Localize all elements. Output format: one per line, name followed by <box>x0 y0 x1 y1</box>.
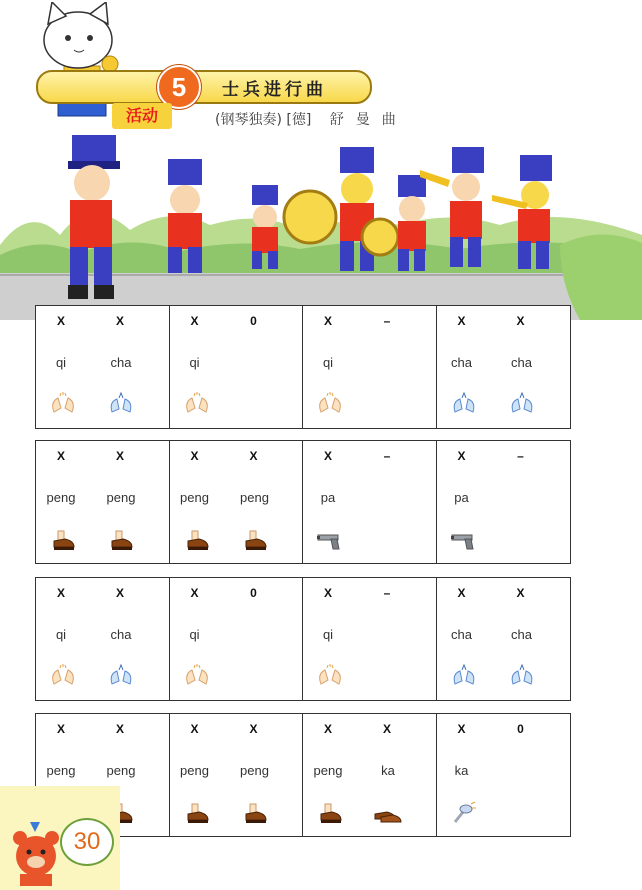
clap-hands-icon <box>315 392 345 418</box>
syllable-label: cha <box>451 627 472 642</box>
syllable-label: ka <box>381 763 395 778</box>
rhythm-cell <box>436 440 571 564</box>
beat-mark: X <box>115 449 124 463</box>
cymbal-hands-icon <box>106 664 136 690</box>
syllable-label: peng <box>46 763 76 778</box>
beat-mark: X <box>516 586 525 600</box>
cymbal-hands-icon <box>449 392 479 418</box>
beat-mark: X <box>457 586 466 600</box>
beat-mark: X <box>323 722 332 736</box>
activity-number-badge: 5 <box>157 65 201 109</box>
shoe-stomp-icon <box>48 527 78 553</box>
subtitle-origin: [德] <box>286 112 312 128</box>
shoe-stomp-icon <box>240 527 270 553</box>
rhythm-cell <box>302 577 437 701</box>
beat-mark: X <box>190 722 199 736</box>
rhythm-cell <box>169 713 304 837</box>
beat-mark: X <box>115 722 124 736</box>
rhythm-row <box>35 577 575 701</box>
beat-mark: – <box>383 449 391 463</box>
beat-mark: – <box>517 449 524 463</box>
beat-mark: 0 <box>250 586 257 600</box>
clap-hands-icon <box>182 664 212 690</box>
syllable-label: cha <box>511 627 532 642</box>
rhythm-row <box>35 440 575 564</box>
rhythm-row <box>35 305 575 429</box>
beat-mark: X <box>56 449 65 463</box>
rhythm-cell <box>169 440 304 564</box>
rhythm-cell <box>35 305 170 429</box>
rhythm-cell <box>35 577 170 701</box>
beat-mark: X <box>249 722 258 736</box>
rhythm-cell <box>302 305 437 429</box>
beat-mark: X <box>457 722 466 736</box>
beat-mark: X <box>190 449 199 463</box>
rhythm-cell <box>169 305 304 429</box>
syllable-label: qi <box>55 355 67 370</box>
beat-mark: X <box>323 449 332 463</box>
toy-gun-icon <box>449 527 479 553</box>
rhythm-cell <box>436 305 571 429</box>
rhythm-cell <box>302 713 437 837</box>
shoe-stomp-icon <box>240 800 270 826</box>
beat-mark: X <box>56 722 65 736</box>
beat-mark: X <box>190 586 199 600</box>
beat-mark: X <box>249 449 258 463</box>
clap-hands-icon <box>48 392 78 418</box>
bear-mascot-illustration <box>6 818 66 888</box>
beat-mark: X <box>56 586 65 600</box>
syllable-label: qi <box>55 627 67 642</box>
toy-gun-icon <box>315 527 345 553</box>
clap-hands-icon <box>182 392 212 418</box>
rhythm-cell <box>436 713 571 837</box>
beat-mark: – <box>383 586 391 600</box>
shoe-pair-icon <box>373 800 403 826</box>
syllable-label: qi <box>189 627 200 642</box>
clap-hands-icon <box>315 664 345 690</box>
beat-mark: X <box>56 314 65 328</box>
rhythm-cell <box>302 440 437 564</box>
beat-mark: – <box>383 314 391 328</box>
beat-mark: 0 <box>250 314 257 328</box>
syllable-label: peng <box>180 763 209 778</box>
cymbal-hands-icon <box>106 392 136 418</box>
syllable-label: peng <box>106 490 136 505</box>
beat-mark: X <box>457 314 466 328</box>
syllable-label: qi <box>189 355 200 370</box>
beat-mark: X <box>457 449 466 463</box>
shoe-stomp-icon <box>182 800 212 826</box>
toy-soldier-parade-illustration <box>0 125 642 320</box>
beat-mark: X <box>382 722 391 736</box>
syllable-label: peng <box>106 763 136 778</box>
beat-mark: X <box>323 586 332 600</box>
syllable-label: pa <box>454 490 469 505</box>
rhythm-cell <box>436 577 571 701</box>
beat-mark: X <box>115 586 124 600</box>
page-number: 30 <box>60 818 114 866</box>
syllable-label: ka <box>454 763 469 778</box>
activity-label: 活动 <box>112 103 172 129</box>
beat-mark: X <box>516 314 525 328</box>
syllable-label: cha <box>110 627 132 642</box>
rattle-icon <box>449 800 479 826</box>
subtitle-instrument: (钢琴独奏) <box>215 112 282 128</box>
rhythm-cell <box>169 577 304 701</box>
snare-drum-icon <box>362 219 398 255</box>
song-title: 士兵进行曲 <box>222 80 327 100</box>
rhythm-cell <box>35 440 170 564</box>
syllable-label: qi <box>322 627 334 642</box>
syllable-label: cha <box>511 355 532 370</box>
beat-mark: X <box>323 314 332 328</box>
bass-drum-icon <box>284 191 336 243</box>
shoe-stomp-icon <box>315 800 345 826</box>
syllable-label: peng <box>240 490 269 505</box>
clap-hands-icon <box>48 664 78 690</box>
syllable-label: peng <box>313 763 343 778</box>
syllable-label: cha <box>110 355 132 370</box>
syllable-label: cha <box>451 355 472 370</box>
beat-mark: 0 <box>517 722 524 736</box>
syllable-label: peng <box>46 490 76 505</box>
syllable-label: qi <box>322 355 334 370</box>
cymbal-hands-icon <box>507 664 537 690</box>
syllable-label: pa <box>320 490 336 505</box>
subtitle-composer: 舒曼曲 <box>329 112 408 128</box>
syllable-label: peng <box>180 490 209 505</box>
shoe-stomp-icon <box>182 527 212 553</box>
beat-mark: X <box>115 314 124 328</box>
syllable-label: peng <box>240 763 269 778</box>
shoe-stomp-icon <box>106 527 136 553</box>
beat-mark: X <box>190 314 199 328</box>
cymbal-hands-icon <box>507 392 537 418</box>
cymbal-hands-icon <box>449 664 479 690</box>
